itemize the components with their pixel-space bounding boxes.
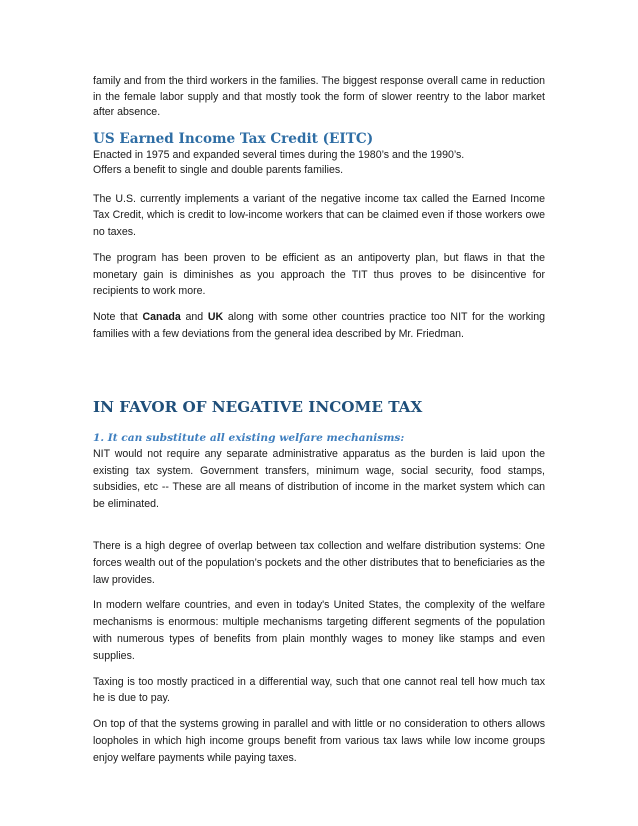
favor-heading: IN FAVOR OF NEGATIVE INCOME TAX xyxy=(93,397,423,416)
eitc-paragraph-2: The program has been proven to be efficient as an antipoverty plan, but flaws in that the monetary gain is diminishes as you approach the TIT thus proves to be disincentive for recipients to work more. xyxy=(93,251,545,298)
country-uk: UK xyxy=(207,311,224,324)
favor-paragraph-4: Taxing is too mostly practiced in a differential way, such that one cannot real tell how much tax he is due to pay. xyxy=(93,675,545,705)
eitc-heading: US Earned Income Tax Credit (EITC) xyxy=(93,130,374,147)
favor-paragraph-1: NIT would not require any separate administrative apparatus as the burden is laid upon the existing tax system. Government transfers, minimum wage, social security, food stamps, subsidies, etc -- These are all means of distribution of income in the market system which can be eliminated. xyxy=(93,447,545,511)
eitc-paragraph-3 xyxy=(93,309,545,343)
favor-paragraph-5: On top of that the systems growing in parallel and with little or no consideration to others allows loopholes in which high income groups benefit from various tax laws while low income groups enjoy welfare payments while paying taxes. xyxy=(93,718,545,764)
eitc-paragraph-1: The U.S. currently implements a variant of the negative income tax called the Earned Income Tax Credit, which is credit to low-income workers that can be claimed even if those workers owe no taxes. xyxy=(93,192,545,239)
favor-subheading-1: 1. It can substitute all existing welfare mechanisms: xyxy=(93,431,405,444)
eitc-line-2: Offers a benefit to single and double parents families. xyxy=(93,164,344,176)
intro-paragraph: family and from the third workers in the families. The biggest response overall came in reduction in the female labor supply and that mostly took the form of slower reentry to the labor market after absence. xyxy=(93,75,545,118)
favor-paragraph-3: In modern welfare countries, and even in today's United States, the complexity of the welfare mechanisms is enormous: multiple mechanisms targeting different segments of the population with numerous types of benefits from plain monthly wages to money like stamps and even supplies. xyxy=(93,599,545,662)
eitc-summary xyxy=(93,148,545,179)
para3-text-after: along with some other countries practice too NIT for the working families with a few deviations from the general idea described by Mr. Friedman. xyxy=(93,311,546,341)
favor-paragraph-2: There is a high degree of overlap between tax collection and welfare distribution systems: One forces wealth out of the population’s pockets and the other distributes that to beneficiaries as the law provides. xyxy=(93,540,545,586)
country-canada: Canada xyxy=(142,311,181,324)
para3-text-before: Note that xyxy=(93,311,143,324)
para3-text-mid: and xyxy=(180,311,208,324)
eitc-line-1: Enacted in 1975 and expanded several times during the 1980’s and the 1990’s. xyxy=(93,148,465,161)
